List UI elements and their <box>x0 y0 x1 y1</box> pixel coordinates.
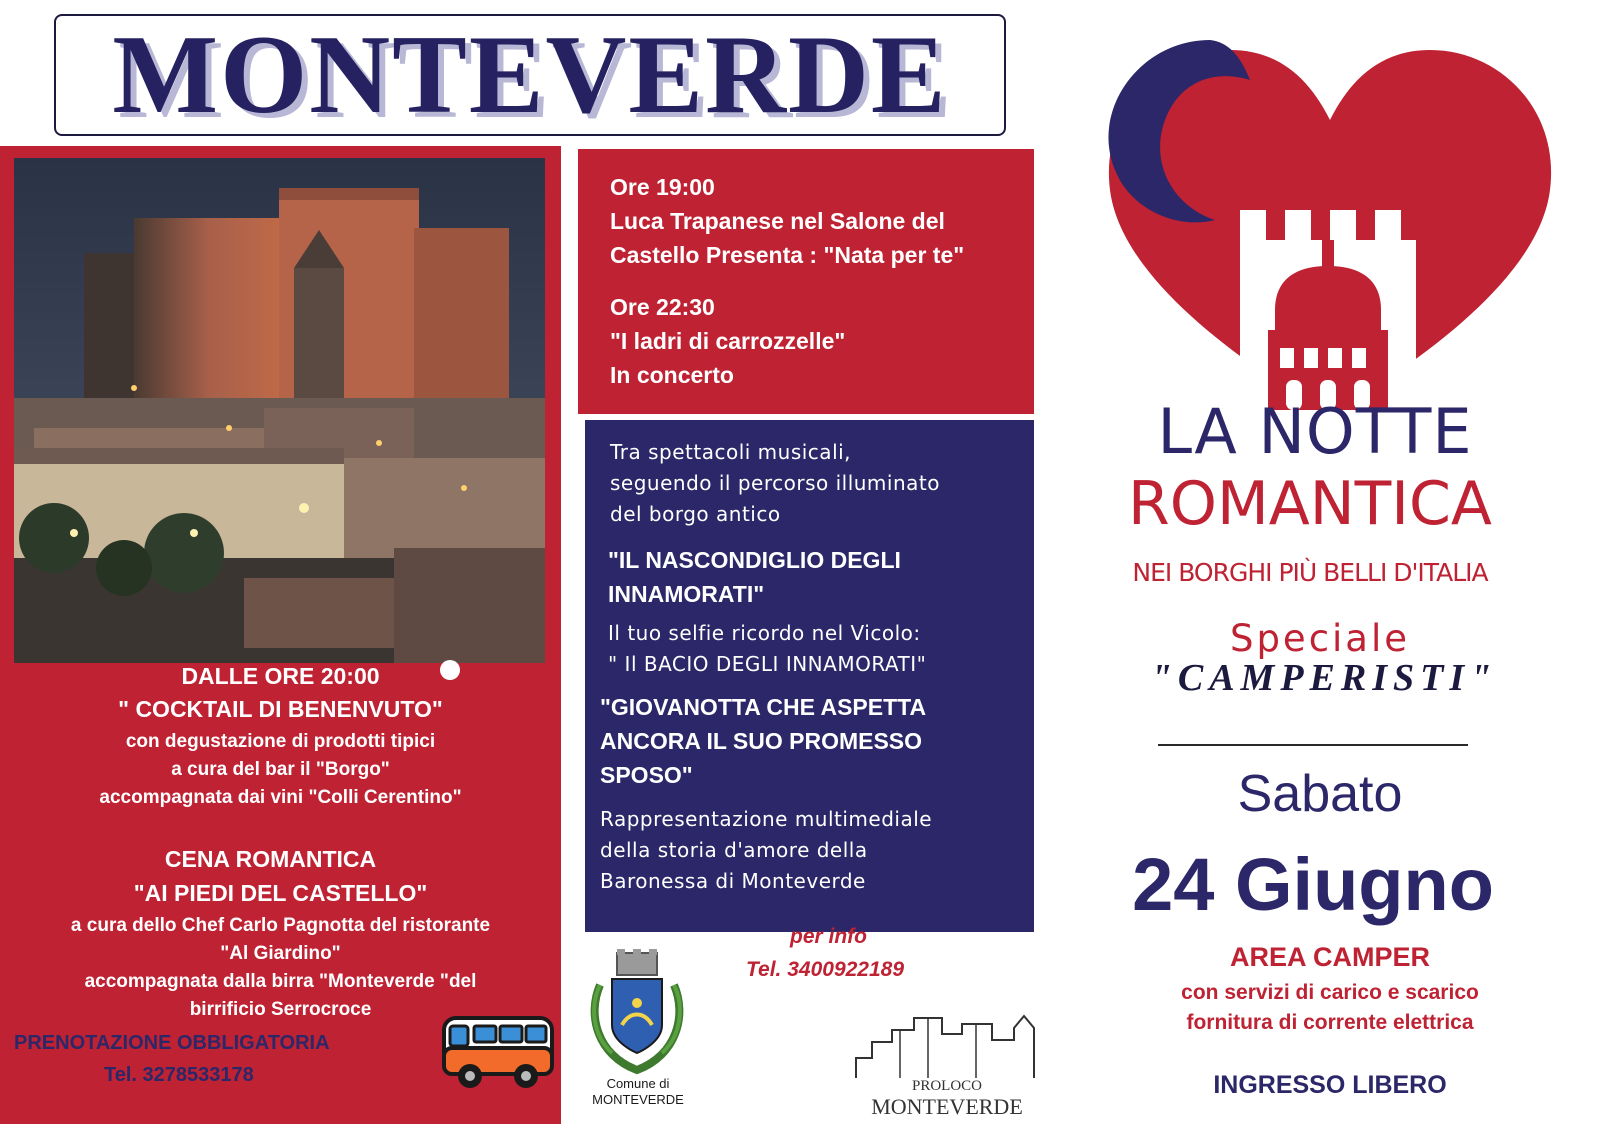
event1-line-2: Castello Presenta : "Nata per te" <box>610 242 965 268</box>
bride-title-2: ANCORA IL SUO PROMESSO <box>600 728 923 754</box>
comune-line-2: MONTEVERDE <box>592 1092 684 1107</box>
camper-van-icon <box>440 1010 558 1092</box>
selfie-line-2: " Il BACIO DEGLI INNAMORATI" <box>608 652 927 676</box>
special-label: Speciale <box>1229 617 1411 660</box>
event1-line-1: Luca Trapanese nel Salone del <box>610 208 945 234</box>
dinner-line-1: a cura dello Chef Carlo Pagnotta del ristorante <box>70 915 491 936</box>
bride-title-3: SPOSO" <box>600 762 693 788</box>
heart-castle-logo-icon <box>1100 30 1560 420</box>
selfie-line-1: Il tuo selfie ricordo nel Vicolo: <box>608 621 921 645</box>
intro-line-2: seguendo il percorso illuminato <box>610 471 940 495</box>
divider <box>1158 744 1468 746</box>
welcome-line-3: accompagnata dai vini "Colli Cerentino" <box>99 787 462 808</box>
event-day: Sabato <box>1237 765 1403 823</box>
intro-line-1: Tra spettacoli musicali, <box>610 440 852 464</box>
multimedia-line-3: Baronessa di Monteverde <box>600 869 866 893</box>
page-title: MONTEVERDE <box>112 13 948 137</box>
special-title: "CAMPERISTI" <box>1150 657 1498 699</box>
welcome-title: " COCKTAIL DI BENENVUTO" <box>118 696 443 722</box>
event1-time: Ore 19:00 <box>610 174 715 200</box>
intro-line-3: del borgo antico <box>610 502 781 526</box>
event2-time: Ore 22:30 <box>610 294 715 320</box>
info-phone: Tel. 3400922189 <box>746 958 905 981</box>
comune-crest-icon <box>582 945 692 1075</box>
area-label: AREA CAMPER <box>1229 942 1430 972</box>
dinner-line-3: accompagnata dalla birra "Monteverde "del <box>84 971 477 992</box>
booking-phone: Tel. 3278533178 <box>104 1064 254 1086</box>
welcome-time: DALLE ORE 20:00 <box>181 663 380 689</box>
event2-line-2: In concerto <box>610 362 734 388</box>
dinner-line-2: "Al Giardino" <box>220 943 341 964</box>
comune-line-1: Comune di <box>606 1076 670 1091</box>
bride-title-1: "GIOVANOTTA CHE ASPETTA <box>600 694 927 720</box>
proloco-line-1: PROLOCO <box>911 1078 982 1094</box>
hideout-title-2: INNAMORATI" <box>608 581 765 607</box>
welcome-line-2: a cura del bar il "Borgo" <box>171 759 390 780</box>
event2-line-1: "I ladri di carrozzelle" <box>610 328 846 354</box>
multimedia-line-1: Rappresentazione multimediale <box>600 807 933 831</box>
proloco-line-2: MONTEVERDE <box>871 1094 1023 1119</box>
logo-line-1: LA NOTTE <box>1157 395 1473 468</box>
logo-line-3: NEI BORGHI PIÙ BELLI D'ITALIA <box>1132 558 1488 587</box>
welcome-line-1: con degustazione di prodotti tipici <box>125 731 436 752</box>
services-line-2: fornitura di corrente elettrica <box>1186 1011 1474 1034</box>
services-line-1: con servizi di carico e scarico <box>1181 981 1479 1004</box>
dinner-line-4: birrificio Serrocroce <box>189 999 372 1020</box>
dinner-title: CENA ROMANTICA <box>164 846 377 872</box>
logo-line-2: ROMANTICA <box>1128 469 1492 539</box>
booking-label: PRENOTAZIONE OBBLIGATORIA <box>14 1032 330 1054</box>
multimedia-line-2: della storia d'amore della <box>600 838 868 862</box>
proloco-logo-icon <box>852 1010 1042 1080</box>
hideout-title-1: "IL NASCONDIGLIO DEGLI <box>608 547 901 573</box>
info-label: per info <box>790 925 867 948</box>
event-date: 24 Giugno <box>1132 843 1494 926</box>
castle-photo <box>14 158 545 663</box>
dinner-subtitle: "AI PIEDI DEL CASTELLO" <box>133 880 428 906</box>
title-banner <box>54 14 1006 136</box>
entry-label: INGRESSO LIBERO <box>1213 1071 1447 1099</box>
